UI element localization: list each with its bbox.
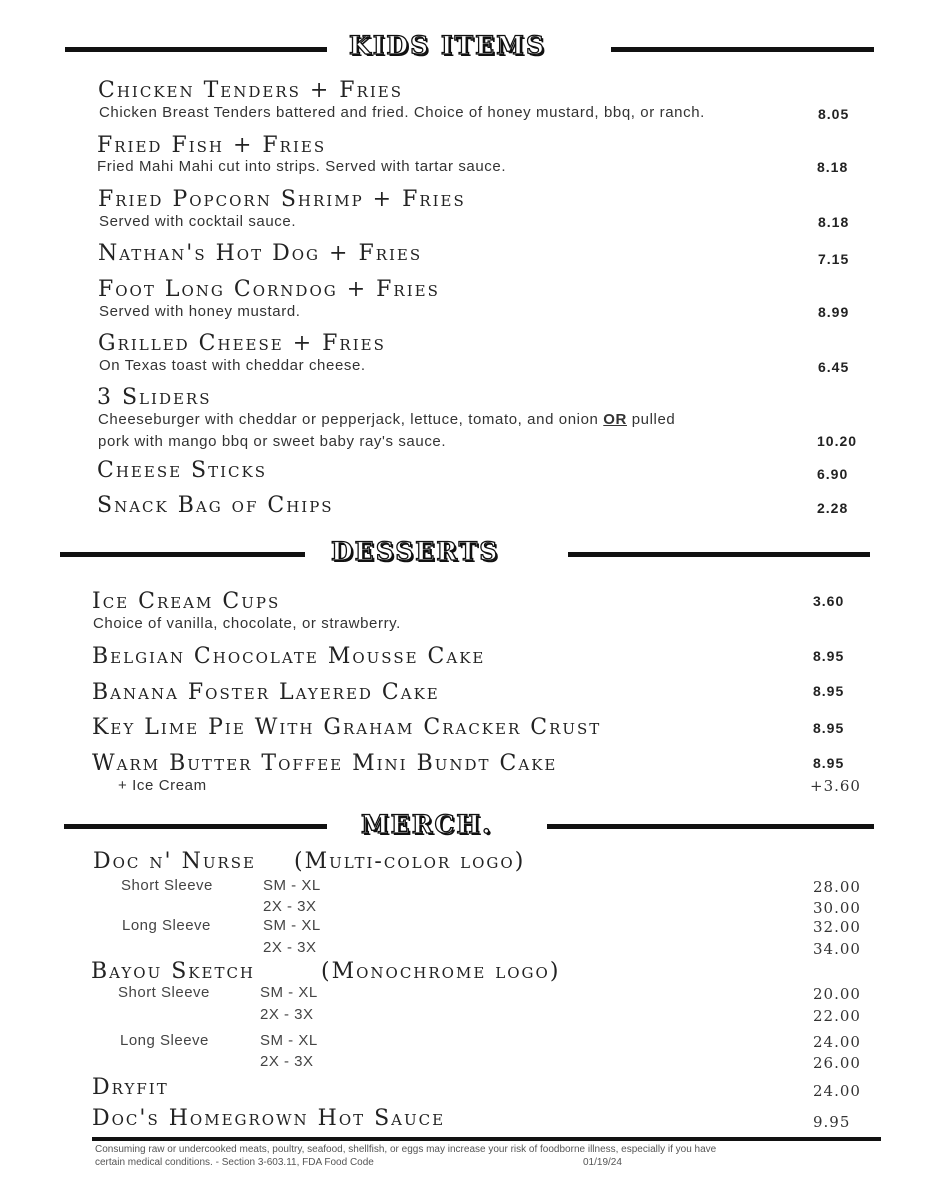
size-range: SM - XL <box>260 1032 318 1049</box>
item-description: Served with cocktail sauce. <box>99 213 297 230</box>
item-name: Fried Popcorn Shrimp + Fries <box>98 187 466 212</box>
item-description: On Texas toast with cheddar cheese. <box>99 357 366 374</box>
item-price: 8.95 <box>813 720 845 736</box>
item-name: Chicken Tenders + Fries <box>98 78 404 103</box>
size-range: SM - XL <box>263 917 321 934</box>
item-name: Doc's Homegrown Hot Sauce <box>92 1106 446 1131</box>
desserts-section-title: DESSERTS <box>331 537 500 566</box>
item-description: Chicken Breast Tenders battered and fried. Choice of honey mustard, bbq, or ranch. <box>99 104 705 121</box>
slider-desc-part: pulled <box>626 411 676 428</box>
merch-price: 30.00 <box>813 899 861 917</box>
item-description <box>98 411 675 428</box>
item-price: 8.95 <box>813 683 845 699</box>
item-name: Foot Long Corndog + Fries <box>98 277 440 302</box>
or-emphasis: OR <box>603 411 627 428</box>
item-price: 6.90 <box>817 466 849 482</box>
merch-price: 32.00 <box>813 918 861 936</box>
desserts-rule-right <box>568 552 870 557</box>
merch-price: 28.00 <box>813 878 861 896</box>
long-sleeve-label: Long Sleeve <box>120 1032 209 1049</box>
item-description-line2: pork with mango bbq or sweet baby ray's sauce. <box>98 433 447 450</box>
merch-section-title: MERCH. <box>361 810 493 839</box>
item-name: Ice Cream Cups <box>92 589 281 614</box>
item-price: 8.95 <box>813 755 845 771</box>
item-note: (Multi-color logo) <box>294 849 526 874</box>
item-name: Warm Butter Toffee Mini Bundt Cake <box>92 751 558 776</box>
merch-price: 26.00 <box>813 1054 861 1072</box>
menu-date: 01/19/24 <box>583 1157 622 1168</box>
item-name: Nathan's Hot Dog + Fries <box>98 241 423 266</box>
item-name: Key Lime Pie With Graham Cracker Crust <box>92 715 602 740</box>
long-sleeve-label: Long Sleeve <box>122 917 211 934</box>
short-sleeve-label: Short Sleeve <box>121 877 213 894</box>
size-range: SM - XL <box>260 984 318 1001</box>
item-name: Banana Foster Layered Cake <box>92 680 440 705</box>
item-name: 3 Sliders <box>97 385 212 410</box>
footer-rule <box>92 1137 881 1141</box>
merch-price: 20.00 <box>813 985 861 1003</box>
size-range: SM - XL <box>263 877 321 894</box>
kids-rule-left <box>65 47 327 52</box>
desserts-rule-left <box>60 552 305 557</box>
item-price: 8.18 <box>817 159 849 175</box>
item-price: 7.15 <box>818 251 850 267</box>
merch-price: 22.00 <box>813 1007 861 1025</box>
item-name: Bayou Sketch <box>91 959 256 984</box>
merch-rule-left <box>64 824 327 829</box>
kids-section-title: KIDS ITEMS <box>349 31 546 60</box>
item-price: 3.60 <box>813 593 845 609</box>
slider-desc-part: Cheeseburger with cheddar or pepperjack, lettuce, tomato, and onion <box>98 411 604 428</box>
item-price: 8.05 <box>818 106 850 122</box>
addon-price: +3.60 <box>810 777 861 795</box>
kids-rule-right <box>611 47 874 52</box>
merch-price: 9.95 <box>813 1113 851 1131</box>
item-name: Belgian Chocolate Mousse Cake <box>92 644 486 669</box>
size-range: 2X - 3X <box>263 898 317 915</box>
item-price: 10.20 <box>817 433 858 449</box>
item-price: 2.28 <box>817 500 849 516</box>
item-description: Served with honey mustard. <box>99 303 301 320</box>
item-addon: + Ice Cream <box>118 777 207 794</box>
item-description: Fried Mahi Mahi cut into strips. Served with tartar sauce. <box>97 158 507 175</box>
size-range: 2X - 3X <box>263 939 317 956</box>
food-safety-disclaimer-line2: certain medical conditions. - Section 3-603.11, FDA Food Code <box>95 1157 374 1168</box>
item-name: Cheese Sticks <box>97 458 267 483</box>
item-price: 8.95 <box>813 648 845 664</box>
size-range: 2X - 3X <box>260 1053 314 1070</box>
merch-price: 24.00 <box>813 1033 861 1051</box>
item-name: Snack Bag of Chips <box>97 493 334 518</box>
item-name: Fried Fish + Fries <box>97 133 327 158</box>
item-price: 8.18 <box>818 214 850 230</box>
item-price: 8.99 <box>818 304 850 320</box>
item-name: Grilled Cheese + Fries <box>98 331 386 356</box>
short-sleeve-label: Short Sleeve <box>118 984 210 1001</box>
item-description: Choice of vanilla, chocolate, or strawberry. <box>93 615 401 632</box>
item-name: Doc n' Nurse <box>93 849 256 874</box>
item-price: 6.45 <box>818 359 850 375</box>
merch-price: 24.00 <box>813 1082 861 1100</box>
food-safety-disclaimer: Consuming raw or undercooked meats, poultry, seafood, shellfish, or eggs may increase your risk of foodborne illness, especially if you have <box>95 1144 717 1155</box>
item-name: Dryfit <box>92 1075 169 1100</box>
merch-price: 34.00 <box>813 940 861 958</box>
size-range: 2X - 3X <box>260 1006 314 1023</box>
merch-rule-right <box>547 824 874 829</box>
item-note: (Monochrome logo) <box>321 959 561 984</box>
